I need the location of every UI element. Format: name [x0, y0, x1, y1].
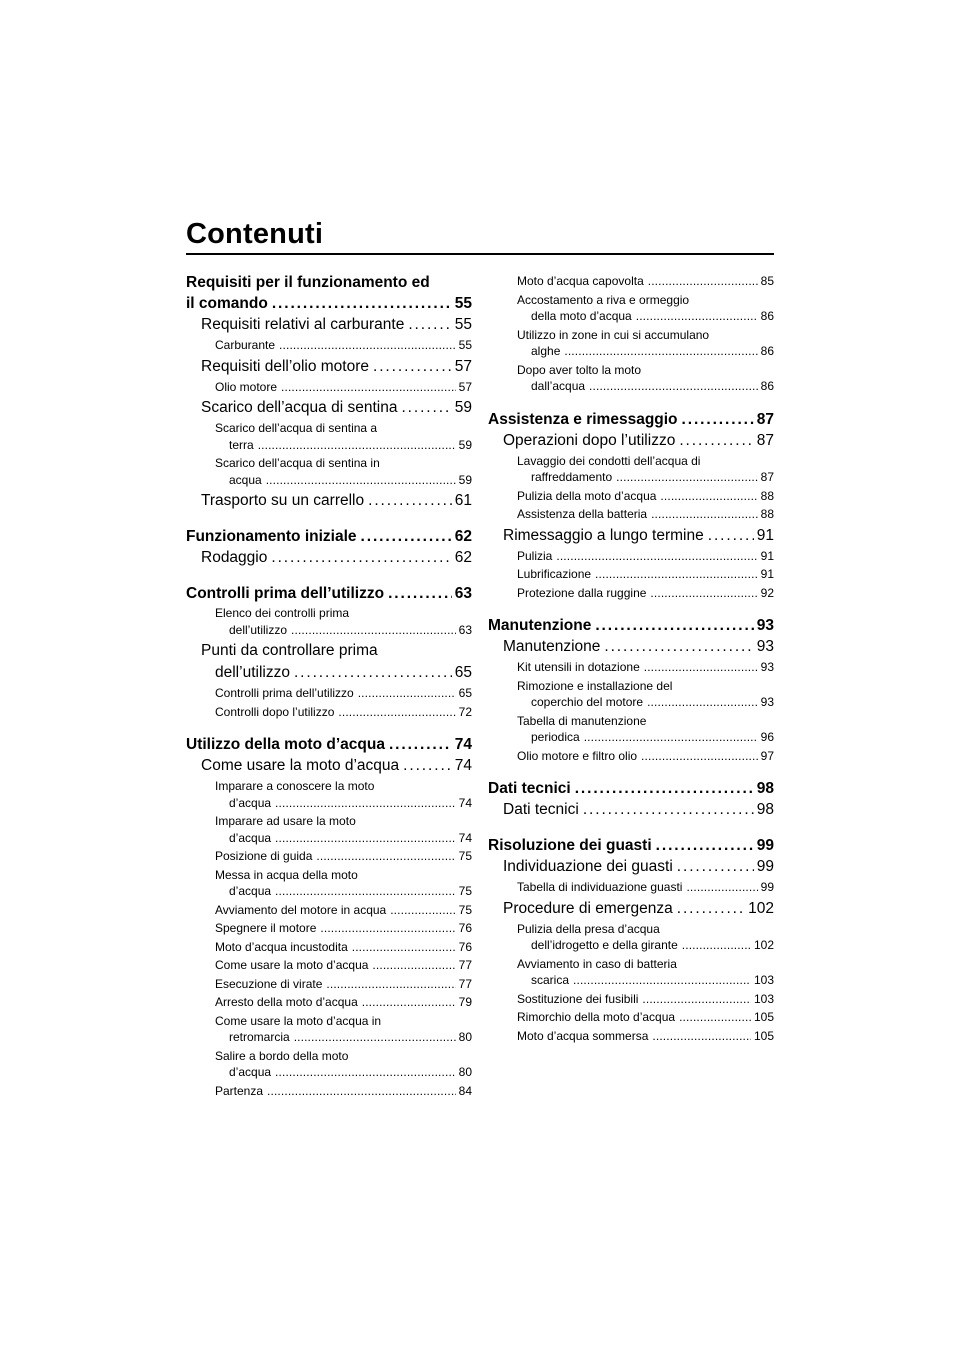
toc-entry-level-3[interactable] [186, 994, 472, 1011]
toc-entry-title: Assistenza e rimessaggio [488, 410, 678, 428]
toc-entry-title: terra [229, 437, 254, 452]
toc-entry-title: Spegnere il motore [215, 921, 317, 935]
toc-page-number: 55 [458, 338, 472, 352]
toc-entry-title-first-line: Imparare a conoscere la moto [215, 779, 375, 793]
toc-entry-level-2[interactable] [186, 397, 472, 419]
dot-leader [651, 506, 758, 523]
toc-page-number: 86 [760, 309, 774, 323]
toc-entry-level-3[interactable] [488, 362, 774, 395]
toc-entry-level-3[interactable] [488, 292, 774, 325]
dot-leader [294, 662, 452, 684]
toc-page-number: 102 [748, 899, 774, 917]
dot-leader [686, 879, 757, 896]
dot-leader [641, 748, 758, 765]
toc-entry-title-first-line: Punti da controllare prima [201, 642, 378, 659]
toc-entry-title: Carburante [215, 338, 276, 352]
toc-entry-title: Utilizzo della moto d’acqua [186, 736, 385, 753]
dot-leader [682, 409, 754, 430]
toc-entry-title: Manutenzione [488, 617, 592, 634]
toc-entry-title: Tabella di individuazione guasti [517, 880, 683, 894]
toc-page-number: 103 [753, 991, 774, 1006]
toc-entry-title: Individuazione dei guasti [503, 858, 673, 875]
toc-page-number: 99 [756, 858, 774, 875]
toc-entry-title: Controlli dopo l’utilizzo [215, 704, 335, 719]
dot-leader [373, 356, 452, 378]
title-divider [186, 253, 774, 255]
toc-entry-title: il comando [186, 295, 268, 312]
dot-leader [272, 293, 452, 314]
dot-leader [595, 615, 753, 636]
dot-leader [636, 308, 758, 325]
toc-entry-title: Rimessaggio a lungo termine [503, 526, 704, 544]
toc-entry-title: Operazioni dopo l’utilizzo [503, 431, 676, 449]
dot-leader [595, 566, 758, 583]
dot-leader [358, 685, 456, 702]
toc-page-number: 84 [458, 1083, 472, 1098]
toc-entry-title: Avviamento del motore in acqua [215, 902, 387, 917]
toc-left-column [186, 272, 472, 1101]
toc-entry-title-first-line: Scarico dell’acqua di sentina in [215, 456, 380, 470]
toc-entry-title: Rodaggio [201, 549, 268, 566]
toc-page-number: 59 [458, 437, 472, 452]
toc-entry-level-3[interactable] [488, 879, 774, 896]
toc-entry-level-2[interactable] [488, 898, 774, 920]
toc-entry-level-3[interactable] [186, 920, 472, 937]
toc-page-number: 77 [458, 958, 472, 972]
toc-page-number: 93 [760, 695, 774, 709]
toc-entry-title: d’acqua [229, 830, 272, 845]
toc-page-number: 99 [756, 837, 774, 854]
dot-leader [320, 920, 455, 937]
toc-entry-title-first-line: Rimozione e installazione del [517, 678, 673, 693]
toc-entry-title-first-line: Messa in acqua della moto [215, 867, 358, 882]
toc-page-number: 87 [756, 410, 774, 428]
toc-entry-title: alghe [531, 344, 561, 358]
toc-entry-title: Dati tecnici [488, 780, 571, 797]
toc-entry-title-first-line: Elenco dei controlli prima [215, 606, 350, 620]
toc-entry-level-3[interactable] [488, 678, 774, 711]
toc-entry-title: Trasporto su un carrello [201, 492, 365, 509]
toc-entry-title: Esecuzione di virate [215, 976, 323, 991]
toc-entry-title-first-line: Pulizia della presa d’acqua [517, 921, 660, 936]
toc-entry-level-3[interactable] [186, 957, 472, 974]
dot-leader [352, 939, 456, 956]
toc-entry-title-first-line: Salire a bordo della moto [215, 1048, 349, 1063]
dot-leader [258, 437, 456, 454]
toc-entry-title: Moto d’acqua capovolta [517, 274, 644, 288]
dot-leader [275, 795, 456, 812]
dot-leader [275, 1064, 456, 1081]
toc-entry-title-first-line: Accostamento a riva e ormeggio [517, 292, 690, 307]
toc-entry-title: Kit utensili in dotazione [517, 660, 640, 674]
toc-entry-level-1[interactable] [186, 526, 472, 547]
dot-leader [650, 585, 757, 602]
toc-page-number: 57 [458, 379, 472, 394]
dot-leader [642, 991, 751, 1008]
toc-entry-level-2[interactable] [186, 640, 472, 684]
dot-leader [390, 902, 455, 919]
toc-page-number: 105 [753, 1028, 774, 1043]
toc-entry-title: acqua [229, 472, 262, 487]
toc-entry-title: Protezione dalla ruggine [517, 585, 647, 600]
toc-page-number: 86 [760, 379, 774, 393]
toc-page-number: 76 [458, 921, 472, 935]
toc-page-number: 91 [760, 567, 774, 581]
dot-leader [648, 273, 758, 290]
dot-leader [388, 583, 452, 604]
dot-leader [271, 547, 451, 569]
toc-entry-level-3[interactable] [186, 1013, 472, 1046]
toc-entry-title: Pulizia della moto d’acqua [517, 488, 657, 503]
dot-leader [556, 548, 757, 565]
dot-leader [682, 937, 751, 954]
toc-entry-title-first-line: Dopo aver tolto la moto [517, 362, 642, 377]
toc-entry-level-2[interactable] [186, 755, 472, 777]
toc-entry-level-3[interactable] [186, 605, 472, 638]
toc-entry-level-2[interactable] [488, 430, 774, 452]
toc-entry-level-3[interactable] [488, 921, 774, 954]
toc-right-column [488, 272, 774, 1046]
dot-leader [652, 1028, 751, 1045]
toc-page-number: 59 [458, 472, 472, 487]
dot-leader [583, 799, 754, 821]
dot-leader [279, 337, 456, 354]
toc-entry-title: dell’idrogetto e della girante [531, 938, 678, 952]
toc-entry-level-3[interactable] [488, 548, 774, 565]
toc-entry-title: Controlli prima dell’utilizzo [186, 585, 385, 602]
toc-page-number: 76 [458, 939, 472, 954]
toc-entry-title: della moto d’acqua [531, 309, 632, 323]
dot-leader [403, 755, 452, 777]
toc-entry-level-2[interactable] [186, 356, 472, 378]
toc-entry-level-3[interactable] [488, 991, 774, 1008]
toc-entry-level-3[interactable] [186, 867, 472, 900]
toc-entry-level-3[interactable] [186, 848, 472, 865]
toc-entry-level-1[interactable] [488, 778, 774, 799]
toc-page-number: 97 [760, 748, 774, 763]
toc-page-number: 92 [760, 585, 774, 600]
toc-entry-level-3[interactable] [186, 1048, 472, 1081]
toc-entry-title: Pulizia [517, 548, 553, 563]
toc-page-number: 98 [756, 780, 774, 797]
dot-leader [294, 1029, 456, 1046]
toc-page-number: 62 [454, 528, 472, 545]
toc-entry-level-1[interactable] [186, 734, 472, 755]
toc-entry-level-3[interactable] [488, 273, 774, 290]
dot-leader [564, 343, 757, 360]
toc-entry-title: dell’utilizzo [229, 622, 288, 637]
toc-page-number: 96 [760, 730, 774, 744]
toc-entry-title: Partenza [215, 1083, 264, 1098]
dot-leader [679, 430, 753, 452]
toc-page-number: 61 [454, 492, 472, 509]
toc-entry-level-3[interactable] [488, 488, 774, 505]
toc-page-number: 102 [753, 938, 774, 952]
toc-entry-level-3[interactable] [488, 585, 774, 602]
toc-entry-level-3[interactable] [488, 566, 774, 583]
toc-entry-level-3[interactable] [488, 453, 774, 486]
toc-entry-level-2[interactable] [488, 525, 774, 547]
toc-entry-title-first-line: Scarico dell’acqua di sentina a [215, 421, 378, 435]
dot-leader [616, 469, 757, 486]
toc-entry-title: Controlli prima dell’utilizzo [215, 686, 354, 700]
toc-entry-title-first-line: Tabella di manutenzione [517, 713, 647, 728]
toc-entry-title: d’acqua [229, 795, 272, 810]
dot-leader [589, 378, 758, 395]
toc-entry-title: Moto d’acqua incustodita [215, 939, 348, 954]
dot-leader [575, 778, 754, 799]
toc-entry-title: coperchio del motore [531, 695, 644, 709]
toc-page-number: 74 [458, 830, 472, 845]
dot-leader [647, 694, 758, 711]
toc-entry-level-2[interactable] [186, 547, 472, 569]
toc-entry-title-first-line: Avviamento in caso di batteria [517, 956, 677, 971]
toc-entry-level-3[interactable] [186, 813, 472, 846]
dot-leader [266, 472, 456, 489]
toc-page-number: 87 [756, 431, 774, 449]
toc-page-number: 74 [454, 736, 472, 753]
dot-leader [361, 526, 452, 547]
toc-page-number: 85 [760, 274, 774, 288]
toc-entry-level-2[interactable] [488, 636, 774, 658]
dot-leader [275, 883, 456, 900]
toc-entry-title: dall’acqua [531, 379, 586, 393]
dot-leader [584, 729, 758, 746]
toc-page-number: 88 [760, 488, 774, 503]
toc-page-number: 80 [458, 1065, 472, 1079]
toc-page-number: 65 [458, 686, 472, 700]
dot-leader [708, 525, 754, 547]
toc-entry-title: Risoluzione dei guasti [488, 837, 652, 854]
toc-page-number: 75 [458, 902, 472, 917]
dot-leader [401, 397, 451, 419]
toc-page-number: 75 [458, 884, 472, 898]
toc-entry-title: dell’utilizzo [215, 664, 290, 681]
toc-entry-level-3[interactable] [488, 1009, 774, 1026]
toc-entry-title: Come usare la moto d’acqua [215, 958, 369, 972]
toc-entry-level-2[interactable] [186, 314, 472, 336]
toc-entry-title-first-line: Come usare la moto d’acqua in [215, 1013, 382, 1028]
toc-entry-level-1[interactable] [488, 409, 774, 430]
toc-page-number: 74 [458, 795, 472, 810]
toc-entry-level-1[interactable] [186, 272, 472, 314]
toc-page-number: 80 [458, 1030, 472, 1044]
toc-entry-level-3[interactable] [186, 778, 472, 811]
toc-entry-level-3[interactable] [186, 337, 472, 354]
toc-entry-title: Sostituzione dei fusibili [517, 991, 639, 1006]
toc-page-number: 93 [756, 638, 774, 655]
toc-entry-title: scarica [531, 973, 570, 987]
toc-entry-title: Manutenzione [503, 638, 601, 655]
toc-entry-level-3[interactable] [186, 455, 472, 488]
toc-entry-title-first-line: Requisiti per il funzionamento ed [186, 274, 430, 291]
toc-entry-title: Olio motore [215, 379, 278, 394]
toc-entry-level-3[interactable] [186, 379, 472, 396]
dot-leader [338, 704, 455, 721]
toc-entry-title: Lubrificazione [517, 567, 592, 581]
toc-entry-level-3[interactable] [186, 976, 472, 993]
toc-entry-level-3[interactable] [186, 685, 472, 702]
toc-page-number: 91 [760, 548, 774, 563]
dot-leader [389, 734, 452, 755]
dot-leader [660, 488, 757, 505]
toc-entry-title: Posizione di guida [215, 849, 313, 863]
toc-page-number: 65 [454, 664, 472, 681]
toc-page-number: 103 [753, 973, 774, 987]
toc-entry-level-3[interactable] [488, 956, 774, 989]
dot-leader [408, 314, 451, 336]
toc-page-number: 75 [458, 849, 472, 863]
toc-entry-level-3[interactable] [186, 902, 472, 919]
toc-entry-level-3[interactable] [186, 1083, 472, 1100]
toc-page-number: 63 [458, 622, 472, 637]
toc-entry-title: Assistenza della batteria [517, 507, 648, 521]
toc-page-number: 105 [753, 1010, 774, 1024]
toc-page-number: 62 [454, 549, 472, 566]
toc-entry-level-3[interactable] [186, 939, 472, 956]
toc-entry-level-2[interactable] [488, 799, 774, 821]
toc-entry-level-3[interactable] [488, 327, 774, 360]
toc-page-number: 99 [760, 880, 774, 894]
toc-entry-title: periodica [531, 730, 580, 744]
toc-entry-level-3[interactable] [186, 420, 472, 453]
toc-entry-title: raffreddamento [531, 470, 613, 484]
toc-entry-title-first-line: Lavaggio dei condotti dell’acqua di [517, 453, 701, 468]
toc-entry-title: Scarico dell’acqua di sentina [201, 399, 398, 416]
toc-page-number: 57 [454, 357, 472, 375]
dot-leader [372, 957, 455, 974]
toc-entry-level-2[interactable] [488, 856, 774, 878]
dot-leader [275, 830, 456, 847]
toc-page-number: 91 [756, 526, 774, 544]
toc-entry-level-3[interactable] [186, 704, 472, 721]
dot-leader [677, 898, 745, 920]
toc-entry-title: Procedure di emergenza [503, 899, 673, 917]
toc-page-number: 77 [458, 976, 472, 991]
dot-leader [656, 835, 754, 856]
toc-page-number: 93 [756, 617, 774, 634]
toc-entry-title: Come usare la moto d’acqua [201, 757, 400, 774]
toc-page-number: 55 [454, 316, 472, 333]
toc-page-number: 87 [760, 470, 774, 484]
toc-entry-level-3[interactable] [488, 659, 774, 676]
toc-entry-title: Arresto della moto d’acqua [215, 995, 358, 1009]
toc-page-number: 63 [454, 585, 472, 602]
dot-leader [326, 976, 455, 993]
dot-leader [316, 848, 455, 865]
dot-leader [679, 1009, 751, 1026]
dot-leader [368, 490, 452, 512]
dot-leader [644, 659, 758, 676]
dot-leader [604, 636, 753, 658]
dot-leader [573, 972, 751, 989]
toc-entry-level-3[interactable] [488, 506, 774, 523]
toc-page-number: 86 [760, 344, 774, 358]
toc-entry-title: Dati tecnici [503, 801, 579, 818]
toc-entry-title: Moto d’acqua sommersa [517, 1028, 649, 1043]
toc-page-number: 59 [454, 399, 472, 416]
toc-page-number: 79 [458, 995, 472, 1009]
toc-page-number: 72 [458, 704, 472, 719]
dot-leader [362, 994, 456, 1011]
toc-page-number: 88 [760, 507, 774, 521]
page-title: Contenuti [186, 218, 324, 250]
dot-leader [267, 1083, 456, 1100]
toc-entry-level-1[interactable] [488, 615, 774, 636]
toc-entry-level-1[interactable] [488, 835, 774, 856]
toc-entry-title: retromarcia [229, 1030, 290, 1044]
toc-entry-title: Funzionamento iniziale [186, 528, 357, 545]
toc-entry-level-2[interactable] [186, 490, 472, 512]
toc-entry-title: Rimorchio della moto d’acqua [517, 1010, 676, 1024]
toc-entry-level-3[interactable] [488, 1028, 774, 1045]
toc-entry-title-first-line: Utilizzo in zone in cui si accumulano [517, 327, 710, 342]
toc-page-number: 93 [760, 660, 774, 674]
toc-entry-level-3[interactable] [488, 713, 774, 746]
toc-page-number: 98 [756, 801, 774, 818]
toc-entry-title: Requisiti dell’olio motore [201, 357, 369, 375]
toc-entry-title: Requisiti relativi al carburante [201, 316, 405, 333]
toc-entry-title: d’acqua [229, 884, 272, 898]
toc-entry-level-1[interactable] [186, 583, 472, 604]
dot-leader [291, 622, 456, 639]
toc-entry-title: Olio motore e filtro olio [517, 748, 638, 763]
dot-leader [281, 379, 456, 396]
toc-page-number: 55 [454, 295, 472, 312]
toc-page-number: 74 [454, 757, 472, 774]
dot-leader [677, 856, 754, 878]
toc-entry-level-3[interactable] [488, 748, 774, 765]
toc-entry-title: d’acqua [229, 1065, 272, 1079]
toc-entry-title-first-line: Imparare ad usare la moto [215, 814, 356, 828]
